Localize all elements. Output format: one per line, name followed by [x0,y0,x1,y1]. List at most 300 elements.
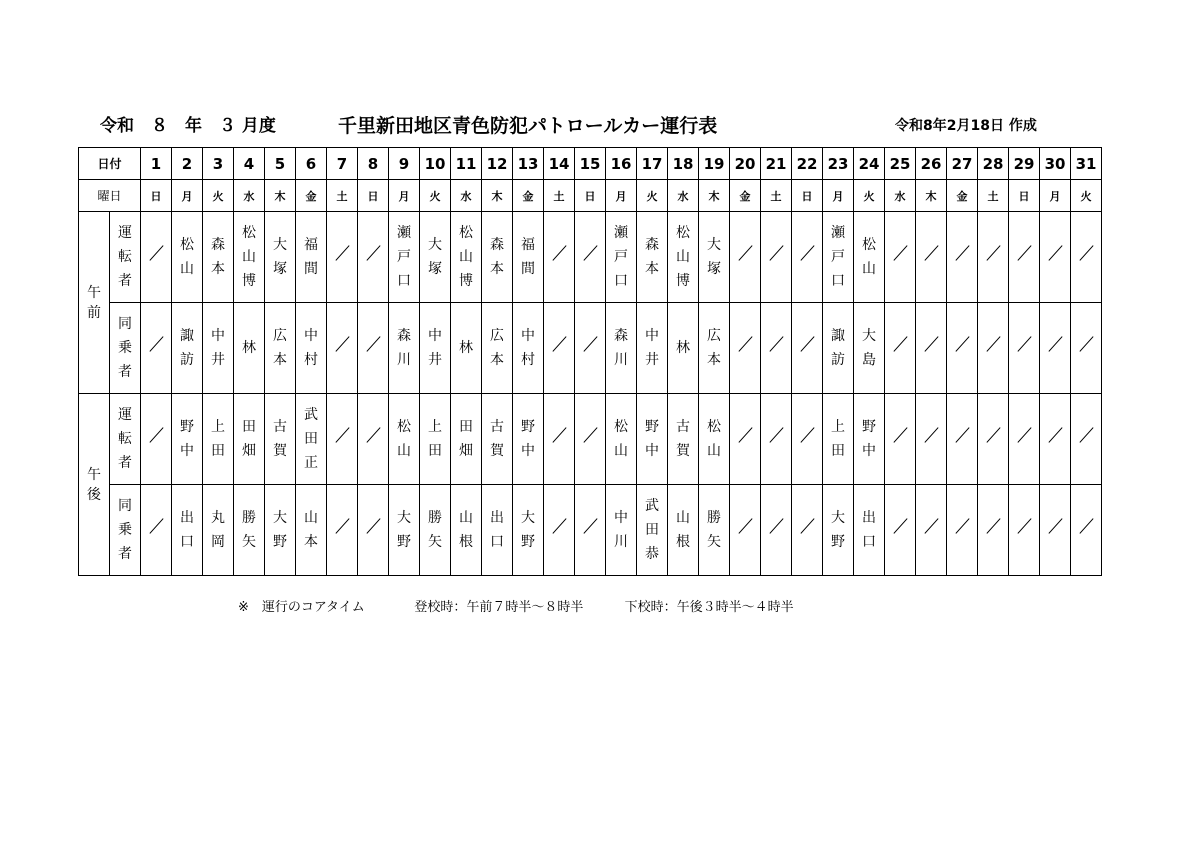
assignment-cell [699,303,730,394]
assignment-cell [327,394,358,485]
assignment-cell [792,212,823,303]
assignee-name: 大塚 [706,237,721,277]
assignment-cell [730,394,761,485]
assignment-cell [637,212,668,303]
assignee-name: 野中 [179,419,194,459]
assignee-name: 中川 [613,510,628,550]
assignment-cell [978,394,1009,485]
assignment-cell [885,212,916,303]
no-service-slash-icon [987,244,999,262]
assignment-cell [730,485,761,576]
assignment-cell [606,394,637,485]
assignment-cell [637,485,668,576]
schedule-table [78,147,1102,576]
assignment-cell [389,212,420,303]
date-cell: 23 [823,148,854,180]
assignee-name: 中村 [520,328,535,368]
date-cell: 21 [761,148,792,180]
assignee-name: 瀬戸口 [830,225,845,289]
assignee-name: 大野 [272,510,287,550]
role-label: 同乗者 [117,316,132,380]
weekday-cell: 日 [1009,180,1040,212]
date-cell: 20 [730,148,761,180]
no-service-slash-icon [150,244,162,262]
no-service-slash-icon [925,335,937,353]
assignee-name: 森本 [489,237,504,277]
no-service-slash-icon [925,517,937,535]
assignment-cell [544,212,575,303]
no-service-slash-icon [553,244,565,262]
assignment-cell [606,303,637,394]
assignment-cell [978,485,1009,576]
date-cell: 28 [978,148,1009,180]
date-cell: 30 [1040,148,1071,180]
no-service-slash-icon [1018,517,1030,535]
schedule-row [79,394,1102,485]
assignment-cell [234,485,265,576]
date-cell: 2 [172,148,203,180]
assignment-cell [854,303,885,394]
role-label: 同乗者 [117,498,132,562]
no-service-slash-icon [925,426,937,444]
assignment-cell [203,485,234,576]
assignee-name: 山根 [675,510,690,550]
weekday-cell: 水 [668,180,699,212]
no-service-slash-icon [739,426,751,444]
no-service-slash-icon [367,244,379,262]
assignment-cell [420,212,451,303]
no-service-slash-icon [894,517,906,535]
assignment-cell [327,212,358,303]
weekday-cell: 水 [234,180,265,212]
assignee-name: 田畑 [458,419,473,459]
assignment-cell [544,394,575,485]
date-cell: 31 [1071,148,1102,180]
assignment-cell [575,394,606,485]
document-title: 千里新田地区青色防犯パトロールカー運行表 [338,115,718,137]
date-cell: 8 [358,148,389,180]
assignment-cell [451,485,482,576]
assignment-cell [1071,485,1102,576]
assignment-cell [265,212,296,303]
assignment-cell [172,394,203,485]
assignment-cell [544,485,575,576]
assignment-cell [296,394,327,485]
assignment-cell [451,303,482,394]
no-service-slash-icon [1018,426,1030,444]
weekday-cell: 月 [606,180,637,212]
assignment-cell [482,212,513,303]
assignment-cell [451,212,482,303]
assignee-name: 大野 [396,510,411,550]
assignee-name: 上田 [830,419,845,459]
assignment-cell [668,303,699,394]
no-service-slash-icon [956,335,968,353]
no-service-slash-icon [150,426,162,444]
assignment-cell [482,485,513,576]
assignment-cell [978,303,1009,394]
assignment-cell [203,212,234,303]
no-service-slash-icon [367,517,379,535]
assignee-name: 古賀 [489,419,504,459]
weekday-cell: 土 [761,180,792,212]
assignee-name: 大野 [520,510,535,550]
assignee-name: 大塚 [272,237,287,277]
assignee-name: 中井 [210,328,225,368]
assignment-cell [699,212,730,303]
created-date: 令和8年2月18日 作成 [895,118,1037,134]
no-service-slash-icon [1049,517,1061,535]
assignment-cell [358,485,389,576]
date-cell: 7 [327,148,358,180]
assignment-cell [513,212,544,303]
assignment-cell [234,212,265,303]
assignment-cell [1071,212,1102,303]
no-service-slash-icon [770,517,782,535]
period-label-cell [79,212,110,394]
no-service-slash-icon [1080,335,1092,353]
assignment-cell [606,485,637,576]
assignment-cell [978,212,1009,303]
assignment-cell [234,394,265,485]
assignee-name: 中井 [427,328,442,368]
assignee-name: 勝矢 [427,510,442,550]
role-label: 運転者 [117,407,132,471]
date-cell: 11 [451,148,482,180]
no-service-slash-icon [894,335,906,353]
core-time-note: ※ 運行のコアタイム [238,600,365,615]
assignment-cell [947,394,978,485]
weekday-cell: 日 [792,180,823,212]
assignee-name: 丸岡 [210,510,225,550]
date-cell: 18 [668,148,699,180]
weekday-cell: 木 [699,180,730,212]
assignment-cell [699,394,730,485]
weekday-cell: 土 [327,180,358,212]
assignment-cell [1009,394,1040,485]
assignment-cell [420,303,451,394]
assignment-cell [203,394,234,485]
assignee-name: 諏訪 [830,328,845,368]
no-service-slash-icon [801,244,813,262]
assignment-cell [327,485,358,576]
assignment-cell [916,394,947,485]
assignee-name: 出口 [861,510,876,550]
weekday-cell: 土 [544,180,575,212]
assignee-name: 松山博 [675,225,690,289]
weekday-cell: 火 [854,180,885,212]
schedule-row [79,303,1102,394]
date-cell: 29 [1009,148,1040,180]
assignment-cell [141,485,172,576]
no-service-slash-icon [1018,244,1030,262]
assignment-cell [172,485,203,576]
assignment-cell [544,303,575,394]
weekday-cell: 金 [296,180,327,212]
no-service-slash-icon [987,426,999,444]
no-service-slash-icon [336,244,348,262]
assignment-cell [389,485,420,576]
date-cell: 9 [389,148,420,180]
assignment-cell [575,212,606,303]
assignee-name: 広本 [272,328,287,368]
no-service-slash-icon [1080,426,1092,444]
no-service-slash-icon [739,244,751,262]
assignee-name: 大島 [861,328,876,368]
weekday-cell: 月 [172,180,203,212]
assignee-name: 福間 [520,237,535,277]
assignee-name: 森川 [396,328,411,368]
weekday-cell: 水 [885,180,916,212]
no-service-slash-icon [584,426,596,444]
assignment-cell [575,303,606,394]
assignee-name: 諏訪 [179,328,194,368]
assignment-cell [730,303,761,394]
no-service-slash-icon [336,517,348,535]
assignment-cell [1071,303,1102,394]
date-cell: 12 [482,148,513,180]
assignment-cell [358,212,389,303]
assignment-cell [141,212,172,303]
no-service-slash-icon [770,244,782,262]
assignee-name: 武田恭 [644,498,659,562]
footer-note [238,599,794,617]
assignment-cell [730,212,761,303]
no-service-slash-icon [739,335,751,353]
weekday-cell: 月 [823,180,854,212]
assignment-cell [761,394,792,485]
date-cell: 10 [420,148,451,180]
no-service-slash-icon [150,517,162,535]
assignee-name: 武田正 [303,407,318,471]
no-service-slash-icon [367,426,379,444]
assignment-cell [389,303,420,394]
assignment-cell [1040,212,1071,303]
assignee-name: 野中 [644,419,659,459]
no-service-slash-icon [584,517,596,535]
date-cell: 14 [544,148,575,180]
date-cell: 5 [265,148,296,180]
assignee-name: 広本 [489,328,504,368]
school-go-time: 登校時：午前７時半～８時半 [414,600,584,615]
assignment-cell [265,303,296,394]
no-service-slash-icon [801,426,813,444]
assignee-name: 松山博 [458,225,473,289]
weekday-header-label: 曜日 [79,180,141,212]
weekday-cell: 金 [513,180,544,212]
no-service-slash-icon [336,426,348,444]
weekday-cell: 火 [420,180,451,212]
assignee-name: 古賀 [675,419,690,459]
assignment-cell [823,485,854,576]
assignment-cell [761,303,792,394]
role-label-cell [110,394,141,485]
assignment-cell [1071,394,1102,485]
no-service-slash-icon [987,517,999,535]
weekday-cell: 火 [637,180,668,212]
assignee-name: 勝矢 [241,510,256,550]
no-service-slash-icon [553,517,565,535]
assignee-name: 瀬戸口 [396,225,411,289]
date-cell: 6 [296,148,327,180]
assignee-name: 中村 [303,328,318,368]
assignment-cell [172,303,203,394]
assignment-cell [916,212,947,303]
assignment-cell [513,485,544,576]
assignee-name: 大野 [830,510,845,550]
assignment-cell [885,485,916,576]
role-label-cell [110,303,141,394]
date-cell: 4 [234,148,265,180]
assignee-name: 松山 [396,419,411,459]
weekday-cell: 日 [141,180,172,212]
assignment-cell [792,394,823,485]
school-return-time: 下校時：午後３時半～４時半 [624,600,794,615]
date-cell: 19 [699,148,730,180]
date-cell: 27 [947,148,978,180]
assignment-cell [296,485,327,576]
assignment-cell [420,485,451,576]
assignment-cell [947,303,978,394]
assignee-name: 松山 [179,237,194,277]
assignment-cell [606,212,637,303]
period-label: 午前 [86,284,101,321]
no-service-slash-icon [1049,244,1061,262]
period-label-cell [79,394,110,576]
assignment-cell [699,485,730,576]
assignment-cell [296,303,327,394]
date-cell: 17 [637,148,668,180]
assignment-cell [1040,303,1071,394]
assignment-cell [854,485,885,576]
assignment-cell [637,394,668,485]
assignee-name: 中井 [644,328,659,368]
assignee-name: 野中 [861,419,876,459]
assignee-name: 上田 [210,419,225,459]
assignee-name: 出口 [179,510,194,550]
date-cell: 22 [792,148,823,180]
assignee-name: 福間 [303,237,318,277]
no-service-slash-icon [584,335,596,353]
no-service-slash-icon [367,335,379,353]
assignee-name: 田畑 [241,419,256,459]
assignee-name: 山根 [458,510,473,550]
weekday-cell: 木 [482,180,513,212]
assignee-name: 松山 [613,419,628,459]
weekday-cell: 木 [916,180,947,212]
date-header-label: 日付 [79,148,141,180]
assignment-cell [854,212,885,303]
no-service-slash-icon [770,426,782,444]
assignee-name: 松山 [861,237,876,277]
no-service-slash-icon [336,335,348,353]
weekday-cell: 火 [1071,180,1102,212]
assignment-cell [389,394,420,485]
assignment-cell [761,485,792,576]
no-service-slash-icon [770,335,782,353]
assignment-cell [947,212,978,303]
no-service-slash-icon [956,426,968,444]
assignment-cell [265,394,296,485]
assignee-name: 林 [458,340,473,356]
assignment-cell [296,212,327,303]
date-cell: 16 [606,148,637,180]
assignment-cell [358,394,389,485]
date-cell: 15 [575,148,606,180]
assignment-cell [1040,485,1071,576]
weekday-cell: 火 [203,180,234,212]
no-service-slash-icon [1080,244,1092,262]
assignment-cell [513,394,544,485]
assignment-cell [854,394,885,485]
assignee-name: 林 [241,340,256,356]
date-cell: 13 [513,148,544,180]
assignment-cell [172,212,203,303]
schedule-row [79,212,1102,303]
weekday-cell: 金 [947,180,978,212]
no-service-slash-icon [801,517,813,535]
assignee-name: 上田 [427,419,442,459]
assignment-cell [420,394,451,485]
no-service-slash-icon [1049,335,1061,353]
no-service-slash-icon [925,244,937,262]
assignment-cell [823,303,854,394]
assignee-name: 山本 [303,510,318,550]
assignment-cell [761,212,792,303]
weekday-cell: 金 [730,180,761,212]
assignment-cell [885,303,916,394]
date-cell: 1 [141,148,172,180]
role-label: 運転者 [117,225,132,289]
assignment-cell [885,394,916,485]
weekday-cell: 日 [358,180,389,212]
no-service-slash-icon [1018,335,1030,353]
assignment-cell [575,485,606,576]
assignment-cell [823,394,854,485]
assignee-name: 出口 [489,510,504,550]
no-service-slash-icon [1080,517,1092,535]
assignee-name: 広本 [706,328,721,368]
assignee-name: 松山 [706,419,721,459]
no-service-slash-icon [801,335,813,353]
assignment-cell [1009,212,1040,303]
assignment-cell [203,303,234,394]
period-label: 午後 [86,466,101,503]
no-service-slash-icon [553,426,565,444]
weekday-cell: 月 [389,180,420,212]
no-service-slash-icon [894,426,906,444]
assignee-name: 森本 [644,237,659,277]
assignment-cell [1009,485,1040,576]
assignment-cell [327,303,358,394]
assignment-cell [482,303,513,394]
assignee-name: 勝矢 [706,510,721,550]
no-service-slash-icon [553,335,565,353]
no-service-slash-icon [956,244,968,262]
no-service-slash-icon [956,517,968,535]
assignment-cell [668,485,699,576]
period-label: 令和 ８ 年 ３ 月度 [100,116,276,136]
assignee-name: 林 [675,340,690,356]
no-service-slash-icon [894,244,906,262]
assignment-cell [916,303,947,394]
assignment-cell [947,485,978,576]
date-cell: 24 [854,148,885,180]
date-cell: 25 [885,148,916,180]
assignment-cell [668,212,699,303]
assignee-name: 野中 [520,419,535,459]
no-service-slash-icon [584,244,596,262]
